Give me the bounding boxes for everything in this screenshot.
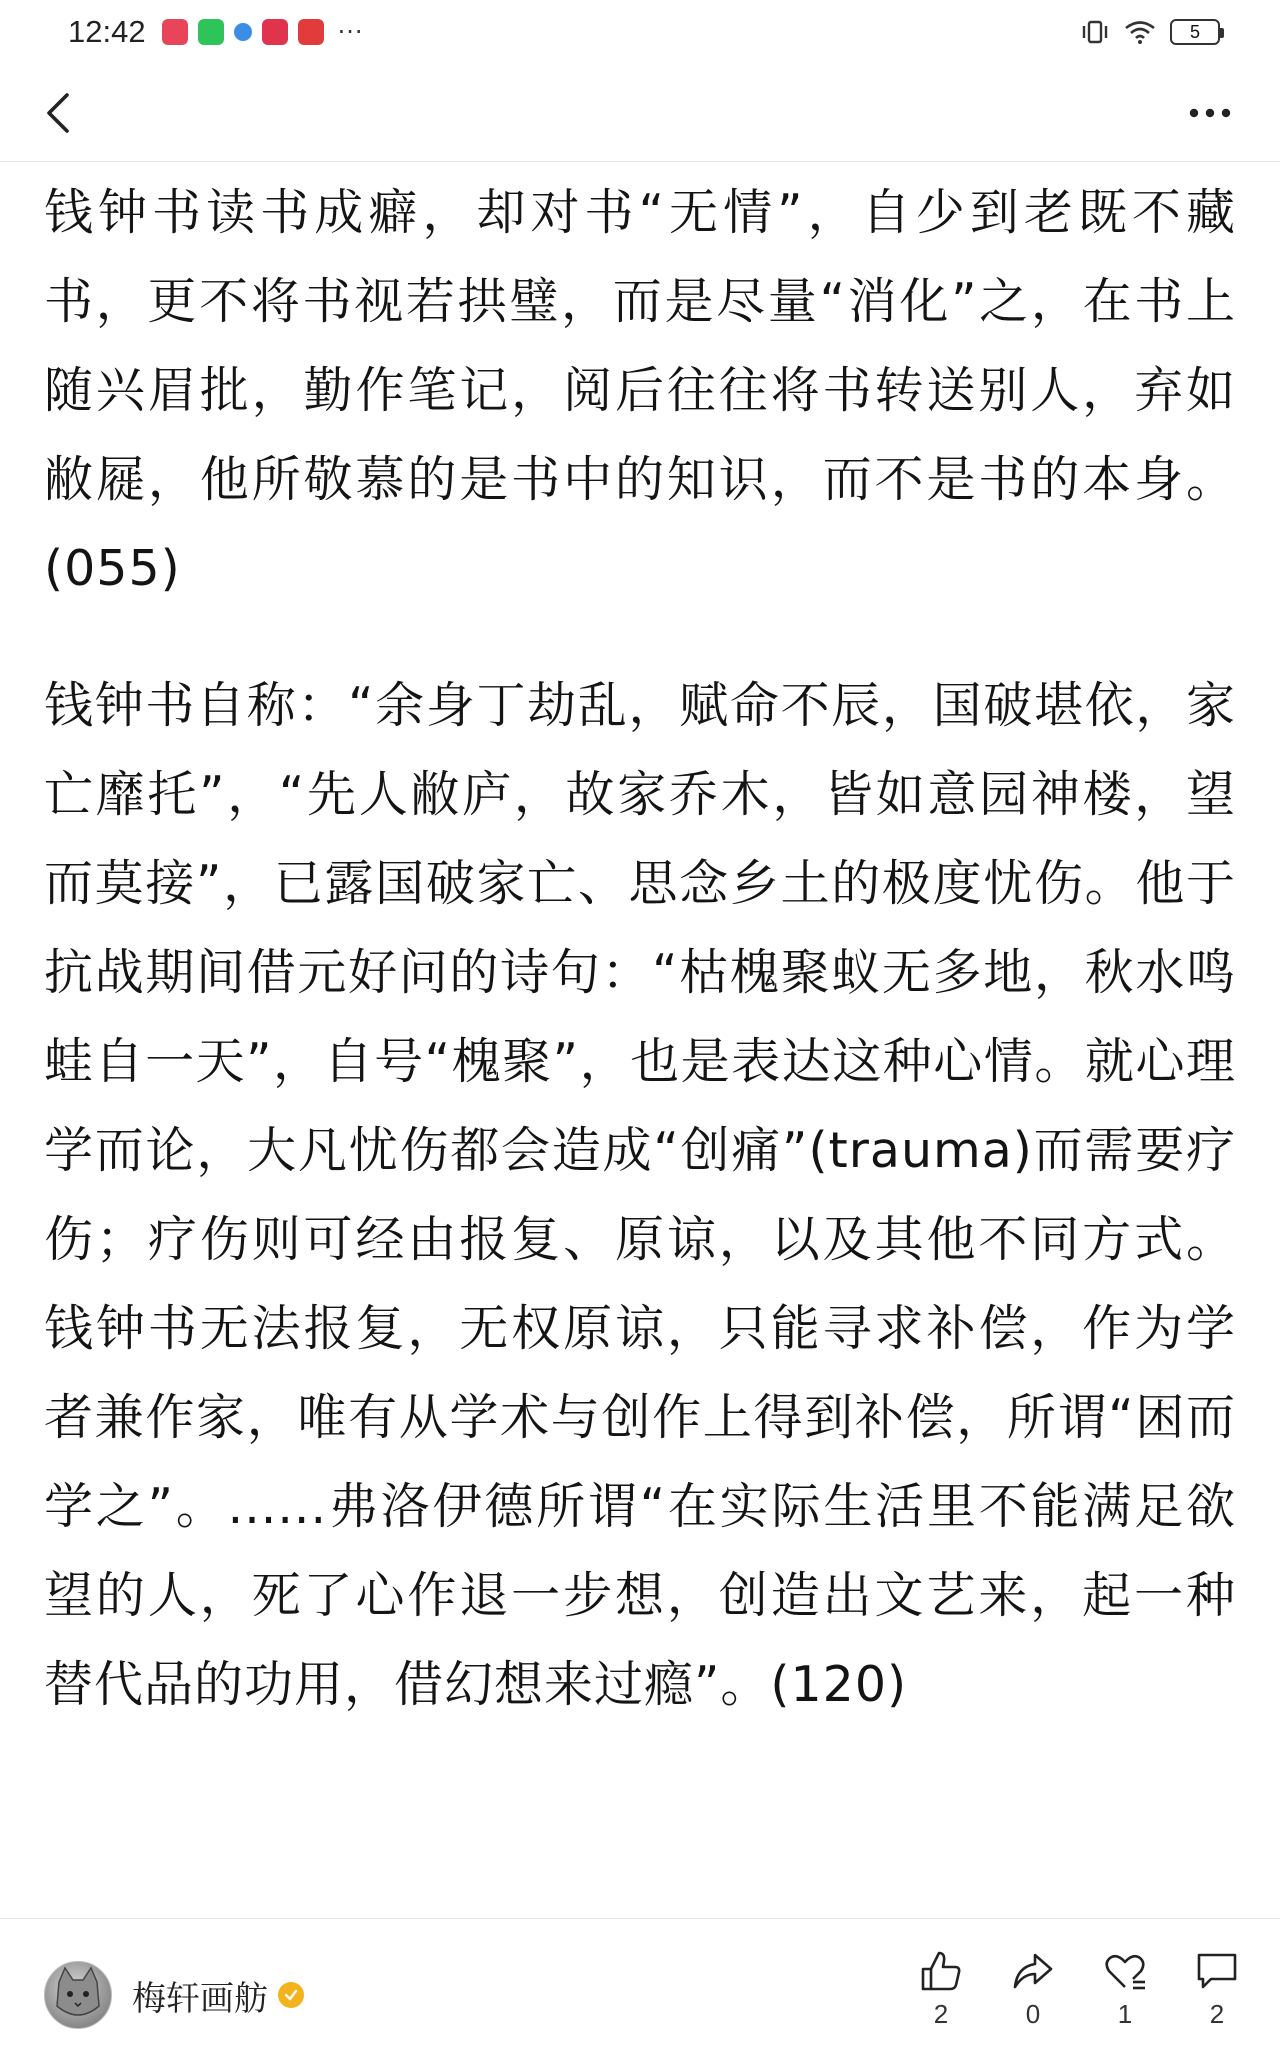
action-bar bbox=[918, 1949, 1240, 2030]
nav-bar bbox=[0, 64, 1280, 162]
comment-count: 2 bbox=[1209, 1999, 1225, 2029]
share-count: 0 bbox=[1025, 1999, 1041, 2029]
status-left bbox=[68, 14, 363, 50]
comment-button[interactable] bbox=[1194, 1949, 1240, 2030]
like-button[interactable] bbox=[918, 1949, 964, 2030]
battery-icon bbox=[1170, 19, 1220, 45]
cat-avatar-icon bbox=[45, 1962, 111, 2028]
share-icon bbox=[1011, 1949, 1055, 1993]
article-paragraph-1: 钱钟书读书成癖，却对书“无情”，自少到老既不藏书，更不将书视若拱璧，而是尽量“消化”之，在书上随兴眉批，勤作笔记，阅后往往将书转送别人，弃如敝屣，他所敬慕的是书中的知识，而不是书的本身。(055) bbox=[44, 184, 1236, 597]
verified-badge-icon bbox=[278, 1982, 304, 2008]
more-notifications-icon: ··· bbox=[337, 18, 364, 46]
back-button[interactable] bbox=[28, 83, 88, 143]
favorite-button[interactable] bbox=[1102, 1949, 1148, 2030]
more-horizontal-icon bbox=[1188, 107, 1232, 119]
app-dot-icon bbox=[234, 23, 252, 41]
status-bar bbox=[0, 0, 1280, 64]
wechat-icon bbox=[198, 19, 224, 45]
chevron-left-icon bbox=[43, 91, 73, 135]
article-paragraph-2: 钱钟书自称：“余身丁劫乱，赋命不辰，国破堪依，家亡靡托”，“先人敝庐，故家乔木，皆如意园神楼，望而莫接”，已露国破家亡、思念乡土的极度忧伤。他于抗战期间借元好问的诗句：“枯槐聚蚁无多地，秋水鸣蛙自一天”，自号“槐聚”，也是表达这种心情。就心理学而论，大凡忧伤都会造成“创痛”(trauma)而需要疗伤；疗伤则可经由报复、原谅，以及其他不同方式。钱钟书无法报复，无权原谅，只能寻求补偿，作为学者兼作家，唯有从学术与创作上得到补偿，所谓“困而学之”。......弗洛伊德所谓“在实际生活里不能满足欲望的人，死了心作退一步想，创造出文艺来，起一种替代品的功用，借幻想来过瘾”。(120) bbox=[44, 677, 1236, 1713]
more-options-button[interactable] bbox=[1180, 83, 1240, 143]
bottom-bar bbox=[0, 1918, 1280, 2048]
article-body bbox=[44, 168, 1236, 1729]
vibrate-icon bbox=[1080, 19, 1110, 45]
status-time: 12:42 bbox=[68, 14, 146, 49]
battery-level: 5 bbox=[1189, 21, 1200, 42]
heart-app-icon bbox=[262, 19, 288, 45]
favorite-count: 1 bbox=[1117, 1999, 1133, 2029]
status-right bbox=[1080, 19, 1220, 45]
like-count: 2 bbox=[933, 1999, 949, 2029]
share-button[interactable] bbox=[1010, 1949, 1056, 2030]
thumbs-up-icon bbox=[919, 1949, 963, 1993]
avatar[interactable] bbox=[44, 1961, 112, 2029]
tv-app-icon bbox=[298, 19, 324, 45]
app-notification-icon bbox=[162, 19, 188, 45]
comment-icon bbox=[1195, 1949, 1239, 1993]
favorite-icon bbox=[1103, 1949, 1147, 1993]
author-info[interactable] bbox=[44, 1961, 304, 2029]
author-name[interactable]: 梅轩画舫 bbox=[132, 1978, 268, 2019]
wifi-icon bbox=[1124, 19, 1156, 45]
